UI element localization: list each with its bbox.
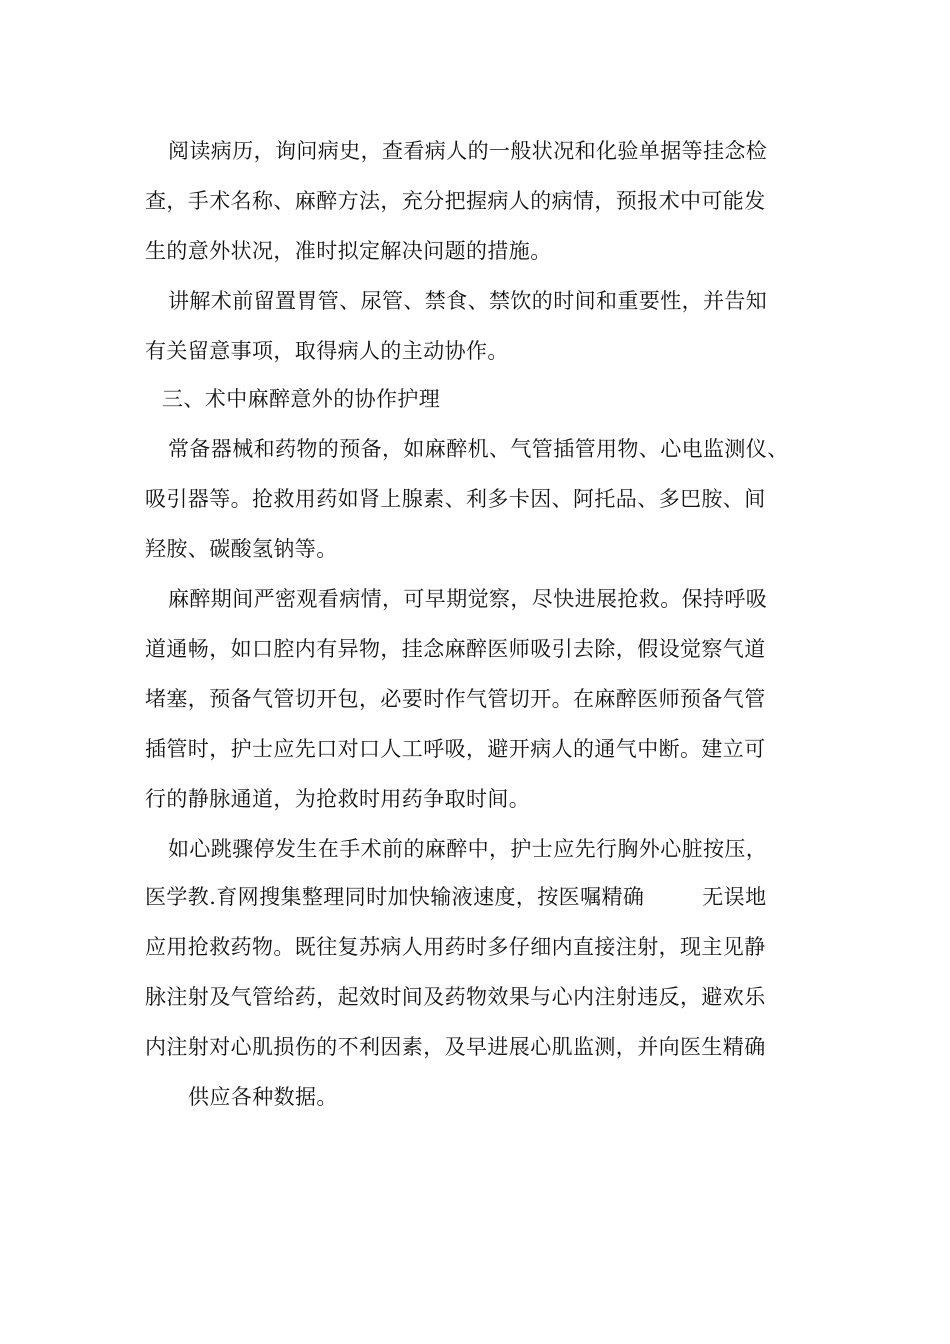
paragraph-5-line-4: 脉注射及气管给药，起效时间及药物效果与心内注射违反，避欢乐 (145, 985, 766, 1009)
section-heading: 三、术中麻醉意外的协作护理 (162, 387, 441, 411)
paragraph-4-line-2: 道通畅，如口腔内有异物，挂念麻醉医师吸引去除，假设觉察气道 (145, 637, 766, 661)
paragraph-5-line-5: 内注射对心肌损伤的不利因素，及早进展心肌监测，并向医生精确 (145, 1035, 766, 1059)
paragraph-4-line-4: 插管时，护士应先口对口人工呼吸，避开病人的通气中断。建立可 (145, 737, 766, 761)
paragraph-5-line-2-right: 无误地 (702, 885, 767, 909)
paragraph-3-line-3: 羟胺、碳酸氢钠等。 (145, 537, 338, 561)
paragraph-2-line-1: 讲解术前留置胃管、尿管、禁食、禁饮的时间和重要性，并告知 (168, 289, 768, 313)
paragraph-5-line-3: 应用抢救药物。既往复苏病人用药时多仔细内直接注射，现主见静 (145, 935, 766, 959)
paragraph-1-line-1: 阅读病历，询问病史，查看病人的一般状况和化验单据等挂念检 (168, 139, 768, 163)
paragraph-3-line-1: 常备器械和药物的预备，如麻醉机、气管插管用物、心电监测仪、 (168, 437, 789, 461)
paragraph-4-line-1: 麻醉期间严密观看病情，可早期觉察，尽快进展抢救。保持呼吸 (168, 587, 768, 611)
paragraph-5-line-6: 供应各种数据。 (188, 1085, 338, 1109)
paragraph-4-line-3: 堵塞，预备气管切开包，必要时作气管切开。在麻醉医师预备气管 (145, 687, 766, 711)
paragraph-3-line-2: 吸引器等。抢救用药如肾上腺素、利多卡因、阿托品、多巴胺、间 (145, 487, 766, 511)
paragraph-2-line-2: 有关留意事项，取得病人的主动协作。 (145, 339, 509, 363)
paragraph-5-line-2-left: 医学教.育网搜集整理同时加快输液速度，按医嘱精确 (145, 885, 645, 909)
paragraph-4-line-5: 行的静脉通道，为抢救时用药争取时间。 (145, 787, 531, 811)
paragraph-5-line-2 (145, 882, 766, 912)
paragraph-5-line-1: 如心跳骤停发生在手术前的麻醉中，护士应先行胸外心脏按压， (168, 837, 768, 861)
paragraph-1-line-3: 生的意外状况，准时拟定解决问题的措施。 (145, 239, 552, 263)
paragraph-1-line-2: 查，手术名称、麻醉方法，充分把握病人的病情，预报术中可能发 (145, 189, 766, 213)
